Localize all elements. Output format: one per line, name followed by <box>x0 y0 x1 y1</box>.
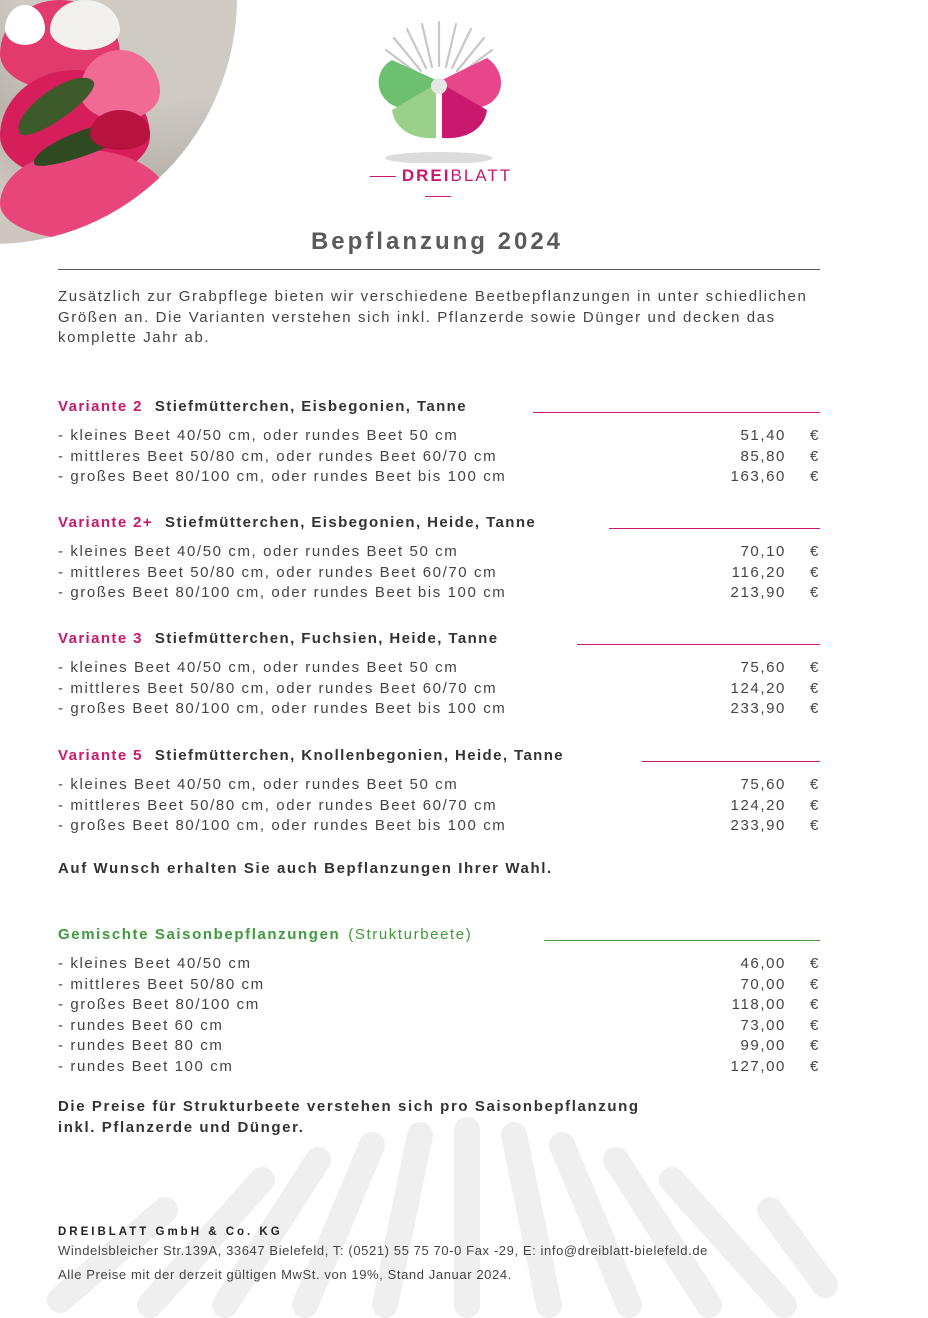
variant-name: Variante 3 <box>58 630 143 647</box>
row-description: - rundes Beet 80 cm <box>58 1037 224 1055</box>
price-row <box>58 584 820 605</box>
price-row <box>58 817 820 838</box>
row-description: - großes Beet 80/100 cm <box>58 996 260 1014</box>
page-title: Bepflanzung 2024 <box>310 228 564 255</box>
row-price: 70,00 <box>740 975 786 993</box>
row-currency: € <box>810 447 820 465</box>
row-currency: € <box>810 975 820 993</box>
row-description: - rundes Beet 60 cm <box>58 1016 224 1034</box>
price-row <box>58 776 820 797</box>
mixed-note-line1: Die Preise für Strukturbeete verstehen sich pro Saisonbepflanzung <box>58 1098 640 1115</box>
row-price: 70,10 <box>740 543 786 560</box>
variant-heading <box>58 630 498 647</box>
price-row <box>58 1037 820 1058</box>
variant-heading <box>58 514 536 531</box>
variant-plants: Stiefmütterchen, Fuchsien, Heide, Tanne <box>154 630 499 647</box>
row-currency: € <box>810 1058 820 1075</box>
variant-heading <box>58 398 467 415</box>
row-price: 46,00 <box>740 955 786 972</box>
row-price: 163,60 <box>730 468 786 486</box>
row-currency: € <box>810 584 820 602</box>
title-divider <box>58 269 820 270</box>
price-row <box>58 976 820 997</box>
variant-name: Variante 5 <box>58 747 143 764</box>
row-description: - rundes Beet 100 cm <box>58 1058 234 1075</box>
row-price: 85,80 <box>740 447 786 465</box>
variant-divider <box>577 644 820 645</box>
footer-company: DREIBLATT GmbH & Co. KG <box>58 1226 283 1238</box>
variant-name: Variante 2 <box>58 398 143 415</box>
price-row <box>58 700 820 721</box>
row-price: 124,20 <box>730 679 786 697</box>
row-currency: € <box>810 679 820 697</box>
row-currency: € <box>810 1016 820 1034</box>
row-price: 99,00 <box>740 1037 786 1055</box>
price-row <box>58 680 820 701</box>
row-currency: € <box>810 776 820 793</box>
row-description: - kleines Beet 40/50 cm <box>58 955 252 972</box>
intro-text: Zusätzlich zur Grabpflege bieten wir verschiedene Beetbepflanzungen in unter schiedlichen Größen an. Die Varianten verstehen sich inkl. Pflanzerde sowie Dünger und decken das komplette Jahr ab. <box>58 288 808 346</box>
price-row <box>58 427 820 448</box>
row-description: - kleines Beet 40/50 cm, oder rundes Beet 50 cm <box>58 659 459 676</box>
row-price: 51,40 <box>740 427 786 444</box>
row-currency: € <box>810 1037 820 1055</box>
row-price: 75,60 <box>740 659 786 676</box>
variant-plants: Stiefmütterchen, Eisbegonien, Heide, Tanne <box>165 514 537 531</box>
row-currency: € <box>810 543 820 560</box>
row-description: - mittleres Beet 50/80 cm, oder rundes Beet 60/70 cm <box>58 447 498 465</box>
variant-heading <box>58 747 564 764</box>
row-description: - großes Beet 80/100 cm, oder rundes Beet bis 100 cm <box>58 584 507 602</box>
row-description: - mittleres Beet 50/80 cm, oder rundes Beet 60/70 cm <box>58 679 498 697</box>
row-currency: € <box>810 796 820 814</box>
row-description: - mittleres Beet 50/80 cm, oder rundes Beet 60/70 cm <box>58 563 498 581</box>
row-price: 233,90 <box>730 700 786 718</box>
variant-plants: Stiefmütterchen, Eisbegonien, Tanne <box>154 398 467 415</box>
row-description: - großes Beet 80/100 cm, oder rundes Beet bis 100 cm <box>58 700 507 718</box>
row-currency: € <box>810 996 820 1014</box>
price-row <box>58 448 820 469</box>
row-description: - mittleres Beet 50/80 cm <box>58 975 265 993</box>
price-row <box>58 659 820 680</box>
price-row <box>58 797 820 818</box>
dreiblatt-logo-icon <box>372 18 507 163</box>
brand-wordmark: DREIBLATT <box>347 166 529 206</box>
row-currency: € <box>810 563 820 581</box>
row-currency: € <box>810 659 820 676</box>
variant-plants: Stiefmütterchen, Knollenbegonien, Heide, Tanne <box>154 747 565 764</box>
variant-divider <box>533 412 820 413</box>
row-price: 118,00 <box>731 996 786 1014</box>
row-currency: € <box>810 427 820 444</box>
row-description: - mittleres Beet 50/80 cm, oder rundes Beet 60/70 cm <box>58 796 498 814</box>
row-currency: € <box>810 817 820 835</box>
row-price: 213,90 <box>730 584 786 602</box>
row-price: 124,20 <box>730 796 786 814</box>
row-price: 73,00 <box>740 1016 786 1034</box>
price-row <box>58 996 820 1017</box>
row-currency: € <box>810 700 820 718</box>
price-row <box>58 564 820 585</box>
row-description: - großes Beet 80/100 cm, oder rundes Beet bis 100 cm <box>58 468 507 486</box>
row-price: 116,20 <box>731 563 786 581</box>
variant-name: Variante 2+ <box>58 514 154 531</box>
row-currency: € <box>810 955 820 972</box>
mixed-note-line2: inkl. Pflanzerde und Dünger. <box>58 1119 305 1136</box>
row-description: - großes Beet 80/100 cm, oder rundes Beet bis 100 cm <box>58 817 507 835</box>
footer-address: Windelsbleicher Str.139A, 33647 Bielefeld, T: (0521) 55 75 70-0 Fax -29, E: info@dreiblatt-bielefeld.de <box>58 1243 708 1258</box>
decorative-rays-icon <box>0 1100 928 1318</box>
wish-note: Auf Wunsch erhalten Sie auch Bepflanzungen Ihrer Wahl. <box>58 860 553 877</box>
price-row <box>58 543 820 564</box>
row-price: 75,60 <box>740 776 786 793</box>
price-row <box>58 1017 820 1038</box>
mixed-heading: Gemischte Saisonbepflanzungen (Strukturbeete) <box>58 926 473 943</box>
variant-divider <box>642 761 820 762</box>
row-description: - kleines Beet 40/50 cm, oder rundes Beet 50 cm <box>58 427 459 444</box>
price-row <box>58 468 820 489</box>
row-price: 233,90 <box>730 817 786 835</box>
row-description: - kleines Beet 40/50 cm, oder rundes Beet 50 cm <box>58 543 459 560</box>
mixed-divider <box>544 940 820 941</box>
footer-vat-note: Alle Preise mit der derzeit gültigen MwSt. von 19%, Stand Januar 2024. <box>58 1267 512 1282</box>
variant-divider <box>609 528 820 529</box>
row-price: 127,00 <box>730 1058 786 1075</box>
flower-photo <box>0 0 237 244</box>
price-row <box>58 1058 820 1079</box>
row-description: - kleines Beet 40/50 cm, oder rundes Beet 50 cm <box>58 776 459 793</box>
price-row <box>58 955 820 976</box>
row-currency: € <box>810 468 820 486</box>
